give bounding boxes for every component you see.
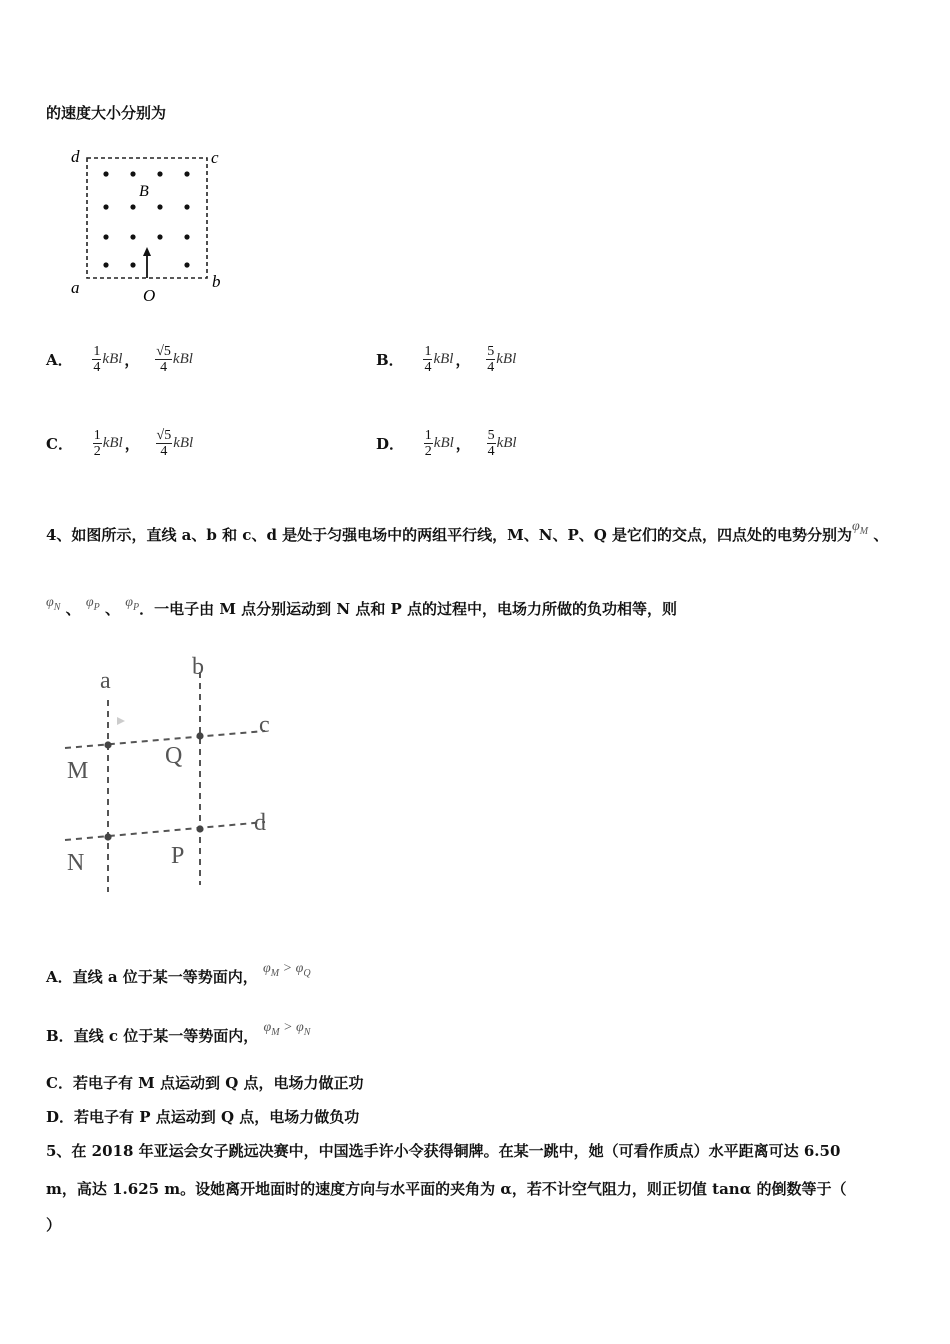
label-Q: Q bbox=[165, 743, 183, 769]
label-c: c bbox=[259, 712, 270, 738]
q5-stem-line3: ） bbox=[46, 1216, 62, 1234]
q3-option-d[interactable]: D． $\frac{1}{2}$ kBl ， $\frac{5}{4}$ kBl bbox=[376, 428, 517, 459]
label-O: O bbox=[143, 286, 156, 305]
q4-stem-line2: $\varphi_N$ 、 $\varphi_P$ 、 $\varphi_P$．一电子由 M 点分别运动到 N 点和 P 点的过程中，电场力所做的负功相等，则 bbox=[46, 595, 678, 618]
q4-stem-line1: 4、如图所示，直线 a、b 和 c、d 是处于匀强电场中的两组平行线，M、N、P、Q 是它们的交点，四点处的电势分别为$\varphi_M$ 、 bbox=[46, 519, 889, 544]
q4-option-d[interactable]: D．若电子有 P 点运动到 Q 点，电场力做负功 bbox=[46, 1108, 360, 1126]
label-a: a bbox=[100, 668, 111, 694]
label-c: c bbox=[211, 148, 219, 167]
q4-option-c[interactable]: C．若电子有 M 点运动到 Q 点，电场力做正功 bbox=[46, 1074, 364, 1092]
q3-option-a[interactable]: A． $\frac{1}{4}$ kBl ， $\frac{√5}{4}$ kBl bbox=[46, 344, 193, 375]
label-a: a bbox=[71, 278, 80, 297]
q3-figure bbox=[60, 145, 235, 310]
label-N: N bbox=[67, 850, 85, 876]
label-b: b bbox=[192, 654, 204, 680]
q5-stem-line1: 5、在 2018 年亚运会女子跳远决赛中，中国选手许小令获得铜牌。在某一跳中，她（可看作质点）水平距离可达 6.50 bbox=[46, 1142, 841, 1160]
label-d: d bbox=[254, 810, 266, 836]
q4-figure bbox=[55, 650, 285, 900]
label-P: P bbox=[171, 843, 185, 869]
q3-option-c[interactable]: C． $\frac{1}{2}$ kBl ， $\frac{√5}{4}$ kBl bbox=[46, 428, 194, 459]
label-B: B bbox=[139, 183, 149, 200]
q5-stem-line2: m，高达 1.625 m。设她离开地面时的速度方向与水平面的夹角为 α，若不计空气阻力，则正切值 tanα 的倒数等于（ bbox=[46, 1180, 847, 1198]
q4-option-a[interactable]: A．直线 a 位于某一等势面内， $\varphi_M > \varphi_Q$ bbox=[46, 961, 311, 986]
q4-option-b[interactable]: B．直线 c 位于某一等势面内， $\varphi_M > \varphi_N$ bbox=[46, 1020, 311, 1045]
q3-option-b[interactable]: B． $\frac{1}{4}$ kBl ， $\frac{5}{4}$ kBl bbox=[376, 344, 517, 375]
label-d: d bbox=[71, 147, 80, 166]
label-M: M bbox=[67, 758, 89, 784]
q3-stem-tail: 的速度大小分别为 bbox=[46, 104, 167, 122]
label-b: b bbox=[212, 272, 221, 291]
